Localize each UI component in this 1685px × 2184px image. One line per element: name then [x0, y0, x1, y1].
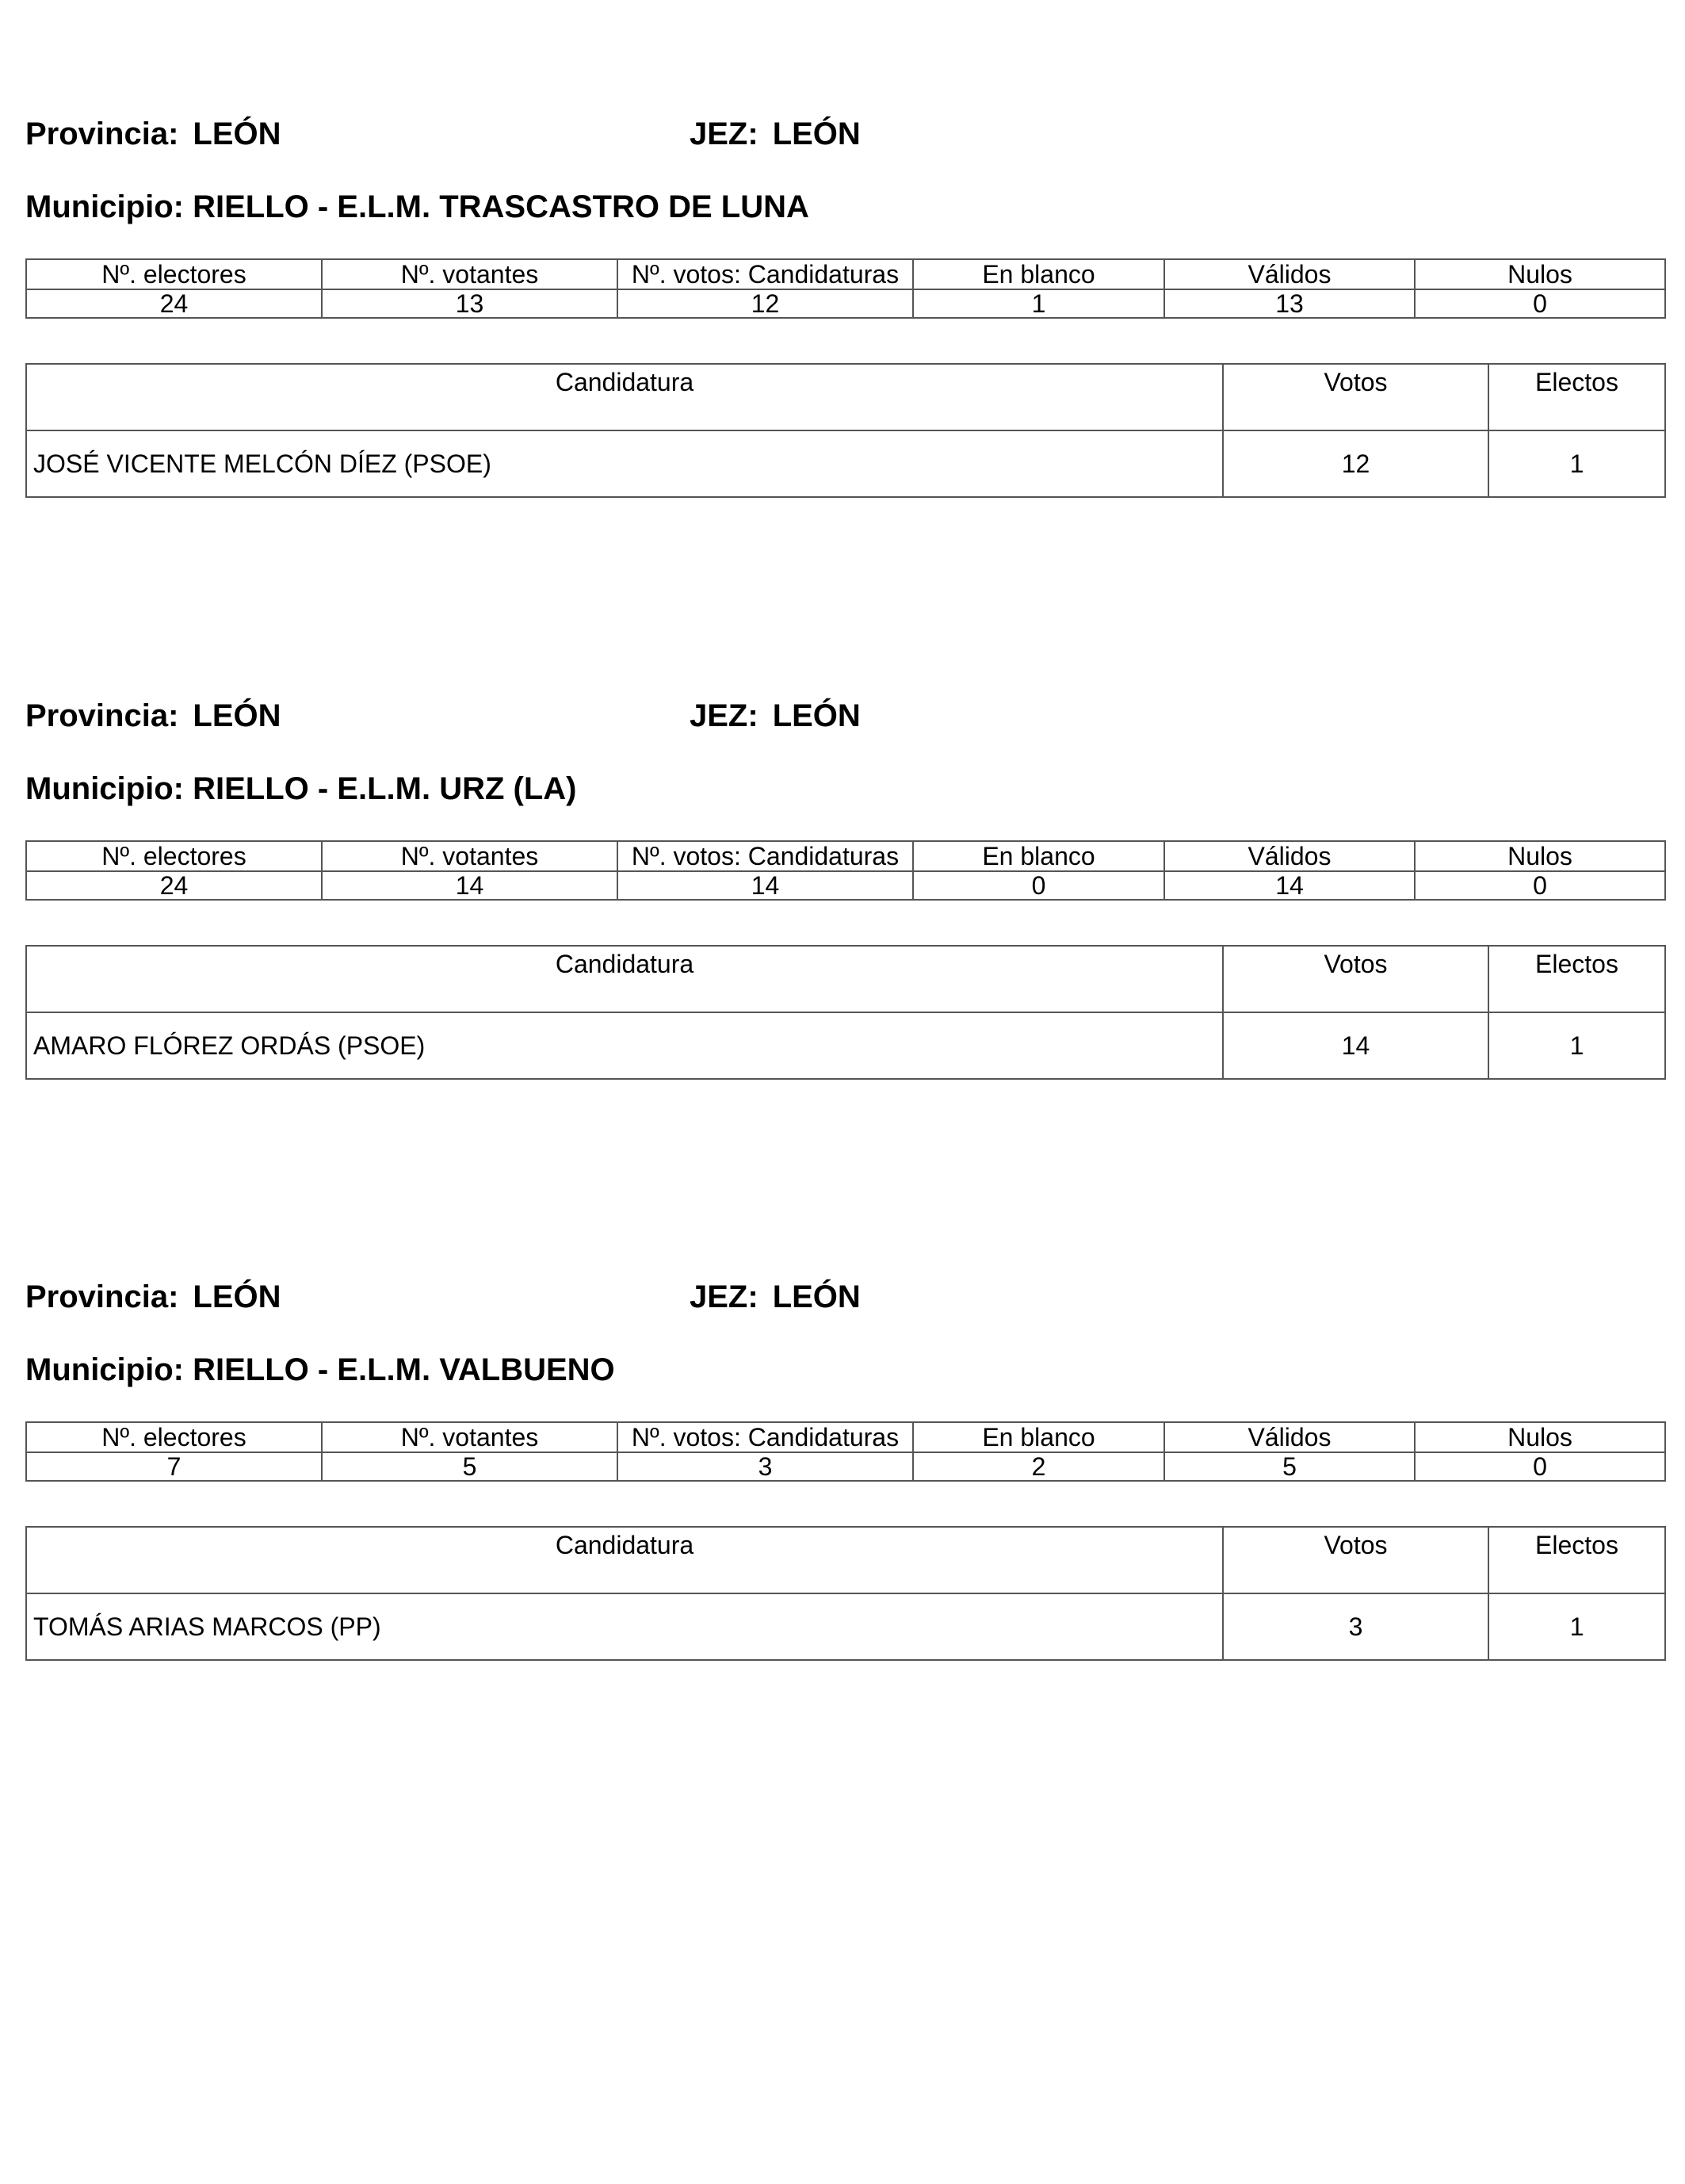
- stats-table: [25, 1421, 1666, 1482]
- stats-value-votos-candidaturas: 3: [617, 1452, 913, 1481]
- stats-value-electores: 24: [26, 871, 322, 900]
- candidates-header-row: [26, 364, 1665, 430]
- candidates-header-candidatura: Candidatura: [26, 1527, 1223, 1593]
- stats-header-nulos: Nulos: [1415, 841, 1665, 871]
- municipio-label: Municipio:: [25, 771, 184, 806]
- stats-value-nulos: 0: [1415, 289, 1665, 318]
- stats-header-electores: Nº. electores: [26, 259, 322, 289]
- stats-header-nulos: Nulos: [1415, 259, 1665, 289]
- provincia-label: Provincia:: [25, 117, 179, 151]
- results-section-2: [25, 582, 1664, 1105]
- stats-value-votos-candidaturas: 12: [617, 289, 913, 318]
- municipio-heading: [25, 189, 809, 225]
- jez-value: LEÓN: [772, 1279, 861, 1314]
- stats-header-row: [26, 841, 1665, 871]
- stats-header-electores: Nº. electores: [26, 841, 322, 871]
- stats-value-electores: 24: [26, 289, 322, 318]
- stats-header-votantes: Nº. votantes: [322, 1422, 617, 1452]
- candidates-header-candidatura: Candidatura: [26, 364, 1223, 430]
- candidate-electos: 1: [1488, 1012, 1665, 1079]
- results-section-1: [25, 0, 1664, 523]
- stats-table: [25, 840, 1666, 901]
- candidates-header-row: [26, 946, 1665, 1012]
- stats-header-row: [26, 259, 1665, 289]
- jez-label: JEZ:: [690, 698, 758, 733]
- stats-header-en-blanco: En blanco: [913, 1422, 1164, 1452]
- provincia-value: LEÓN: [193, 1279, 281, 1314]
- stats-header-validos: Válidos: [1164, 841, 1415, 871]
- candidates-header-electos: Electos: [1488, 946, 1665, 1012]
- stats-value-en-blanco: 0: [913, 871, 1164, 900]
- jez-label: JEZ:: [690, 117, 758, 151]
- stats-header-votos-candidaturas: Nº. votos: Candidaturas: [617, 841, 913, 871]
- candidate-row: [26, 1593, 1665, 1660]
- stats-value-nulos: 0: [1415, 1452, 1665, 1481]
- candidates-header-electos: Electos: [1488, 1527, 1665, 1593]
- stats-value-validos: 5: [1164, 1452, 1415, 1481]
- stats-header-votantes: Nº. votantes: [322, 841, 617, 871]
- stats-value-electores: 7: [26, 1452, 322, 1481]
- candidate-votos: 12: [1223, 430, 1488, 497]
- stats-value-votos-candidaturas: 14: [617, 871, 913, 900]
- stats-table: [25, 258, 1666, 319]
- stats-header-votantes: Nº. votantes: [322, 259, 617, 289]
- provincia-heading: [25, 1279, 281, 1315]
- candidates-header-votos: Votos: [1223, 364, 1488, 430]
- stats-value-en-blanco: 2: [913, 1452, 1164, 1481]
- jez-value: LEÓN: [772, 117, 861, 151]
- candidate-row: [26, 1012, 1665, 1079]
- stats-value-votantes: 5: [322, 1452, 617, 1481]
- provincia-heading: [25, 698, 281, 734]
- stats-value-votantes: 13: [322, 289, 617, 318]
- stats-value-row: [26, 871, 1665, 900]
- jez-label: JEZ:: [690, 1279, 758, 1314]
- municipio-value: RIELLO - E.L.M. VALBUENO: [193, 1352, 615, 1387]
- candidate-votos: 3: [1223, 1593, 1488, 1660]
- provincia-value: LEÓN: [193, 117, 281, 151]
- candidate-electos: 1: [1488, 430, 1665, 497]
- municipio-heading: [25, 1352, 615, 1388]
- municipio-label: Municipio:: [25, 1352, 184, 1387]
- provincia-heading: [25, 116, 281, 152]
- stats-value-votantes: 14: [322, 871, 617, 900]
- municipio-label: Municipio:: [25, 189, 184, 224]
- candidates-header-votos: Votos: [1223, 1527, 1488, 1593]
- municipio-heading: [25, 771, 576, 807]
- stats-value-row: [26, 289, 1665, 318]
- candidates-header-row: [26, 1527, 1665, 1593]
- stats-header-validos: Válidos: [1164, 259, 1415, 289]
- stats-value-validos: 14: [1164, 871, 1415, 900]
- provincia-label: Provincia:: [25, 1279, 179, 1314]
- municipio-value: RIELLO - E.L.M. TRASCASTRO DE LUNA: [193, 189, 809, 224]
- results-section-3: [25, 1163, 1664, 1686]
- jez-value: LEÓN: [772, 698, 861, 733]
- jez-heading: [690, 116, 861, 152]
- stats-header-validos: Válidos: [1164, 1422, 1415, 1452]
- candidates-header-candidatura: Candidatura: [26, 946, 1223, 1012]
- candidates-header-electos: Electos: [1488, 364, 1665, 430]
- candidate-electos: 1: [1488, 1593, 1665, 1660]
- stats-header-en-blanco: En blanco: [913, 841, 1164, 871]
- candidate-name: JOSÉ VICENTE MELCÓN DÍEZ (PSOE): [26, 430, 1223, 497]
- provincia-label: Provincia:: [25, 698, 179, 733]
- stats-value-en-blanco: 1: [913, 289, 1164, 318]
- stats-header-votos-candidaturas: Nº. votos: Candidaturas: [617, 259, 913, 289]
- candidate-votos: 14: [1223, 1012, 1488, 1079]
- candidate-name: AMARO FLÓREZ ORDÁS (PSOE): [26, 1012, 1223, 1079]
- stats-value-nulos: 0: [1415, 871, 1665, 900]
- stats-header-votos-candidaturas: Nº. votos: Candidaturas: [617, 1422, 913, 1452]
- stats-header-row: [26, 1422, 1665, 1452]
- stats-header-electores: Nº. electores: [26, 1422, 322, 1452]
- stats-header-en-blanco: En blanco: [913, 259, 1164, 289]
- municipio-value: RIELLO - E.L.M. URZ (LA): [193, 771, 577, 806]
- candidates-table: [25, 1526, 1666, 1661]
- candidates-header-votos: Votos: [1223, 946, 1488, 1012]
- jez-heading: [690, 698, 861, 734]
- candidates-table: [25, 945, 1666, 1080]
- stats-value-row: [26, 1452, 1665, 1481]
- candidate-name: TOMÁS ARIAS MARCOS (PP): [26, 1593, 1223, 1660]
- stats-header-nulos: Nulos: [1415, 1422, 1665, 1452]
- provincia-value: LEÓN: [193, 698, 281, 733]
- candidate-row: [26, 430, 1665, 497]
- stats-value-validos: 13: [1164, 289, 1415, 318]
- jez-heading: [690, 1279, 861, 1315]
- candidates-table: [25, 363, 1666, 498]
